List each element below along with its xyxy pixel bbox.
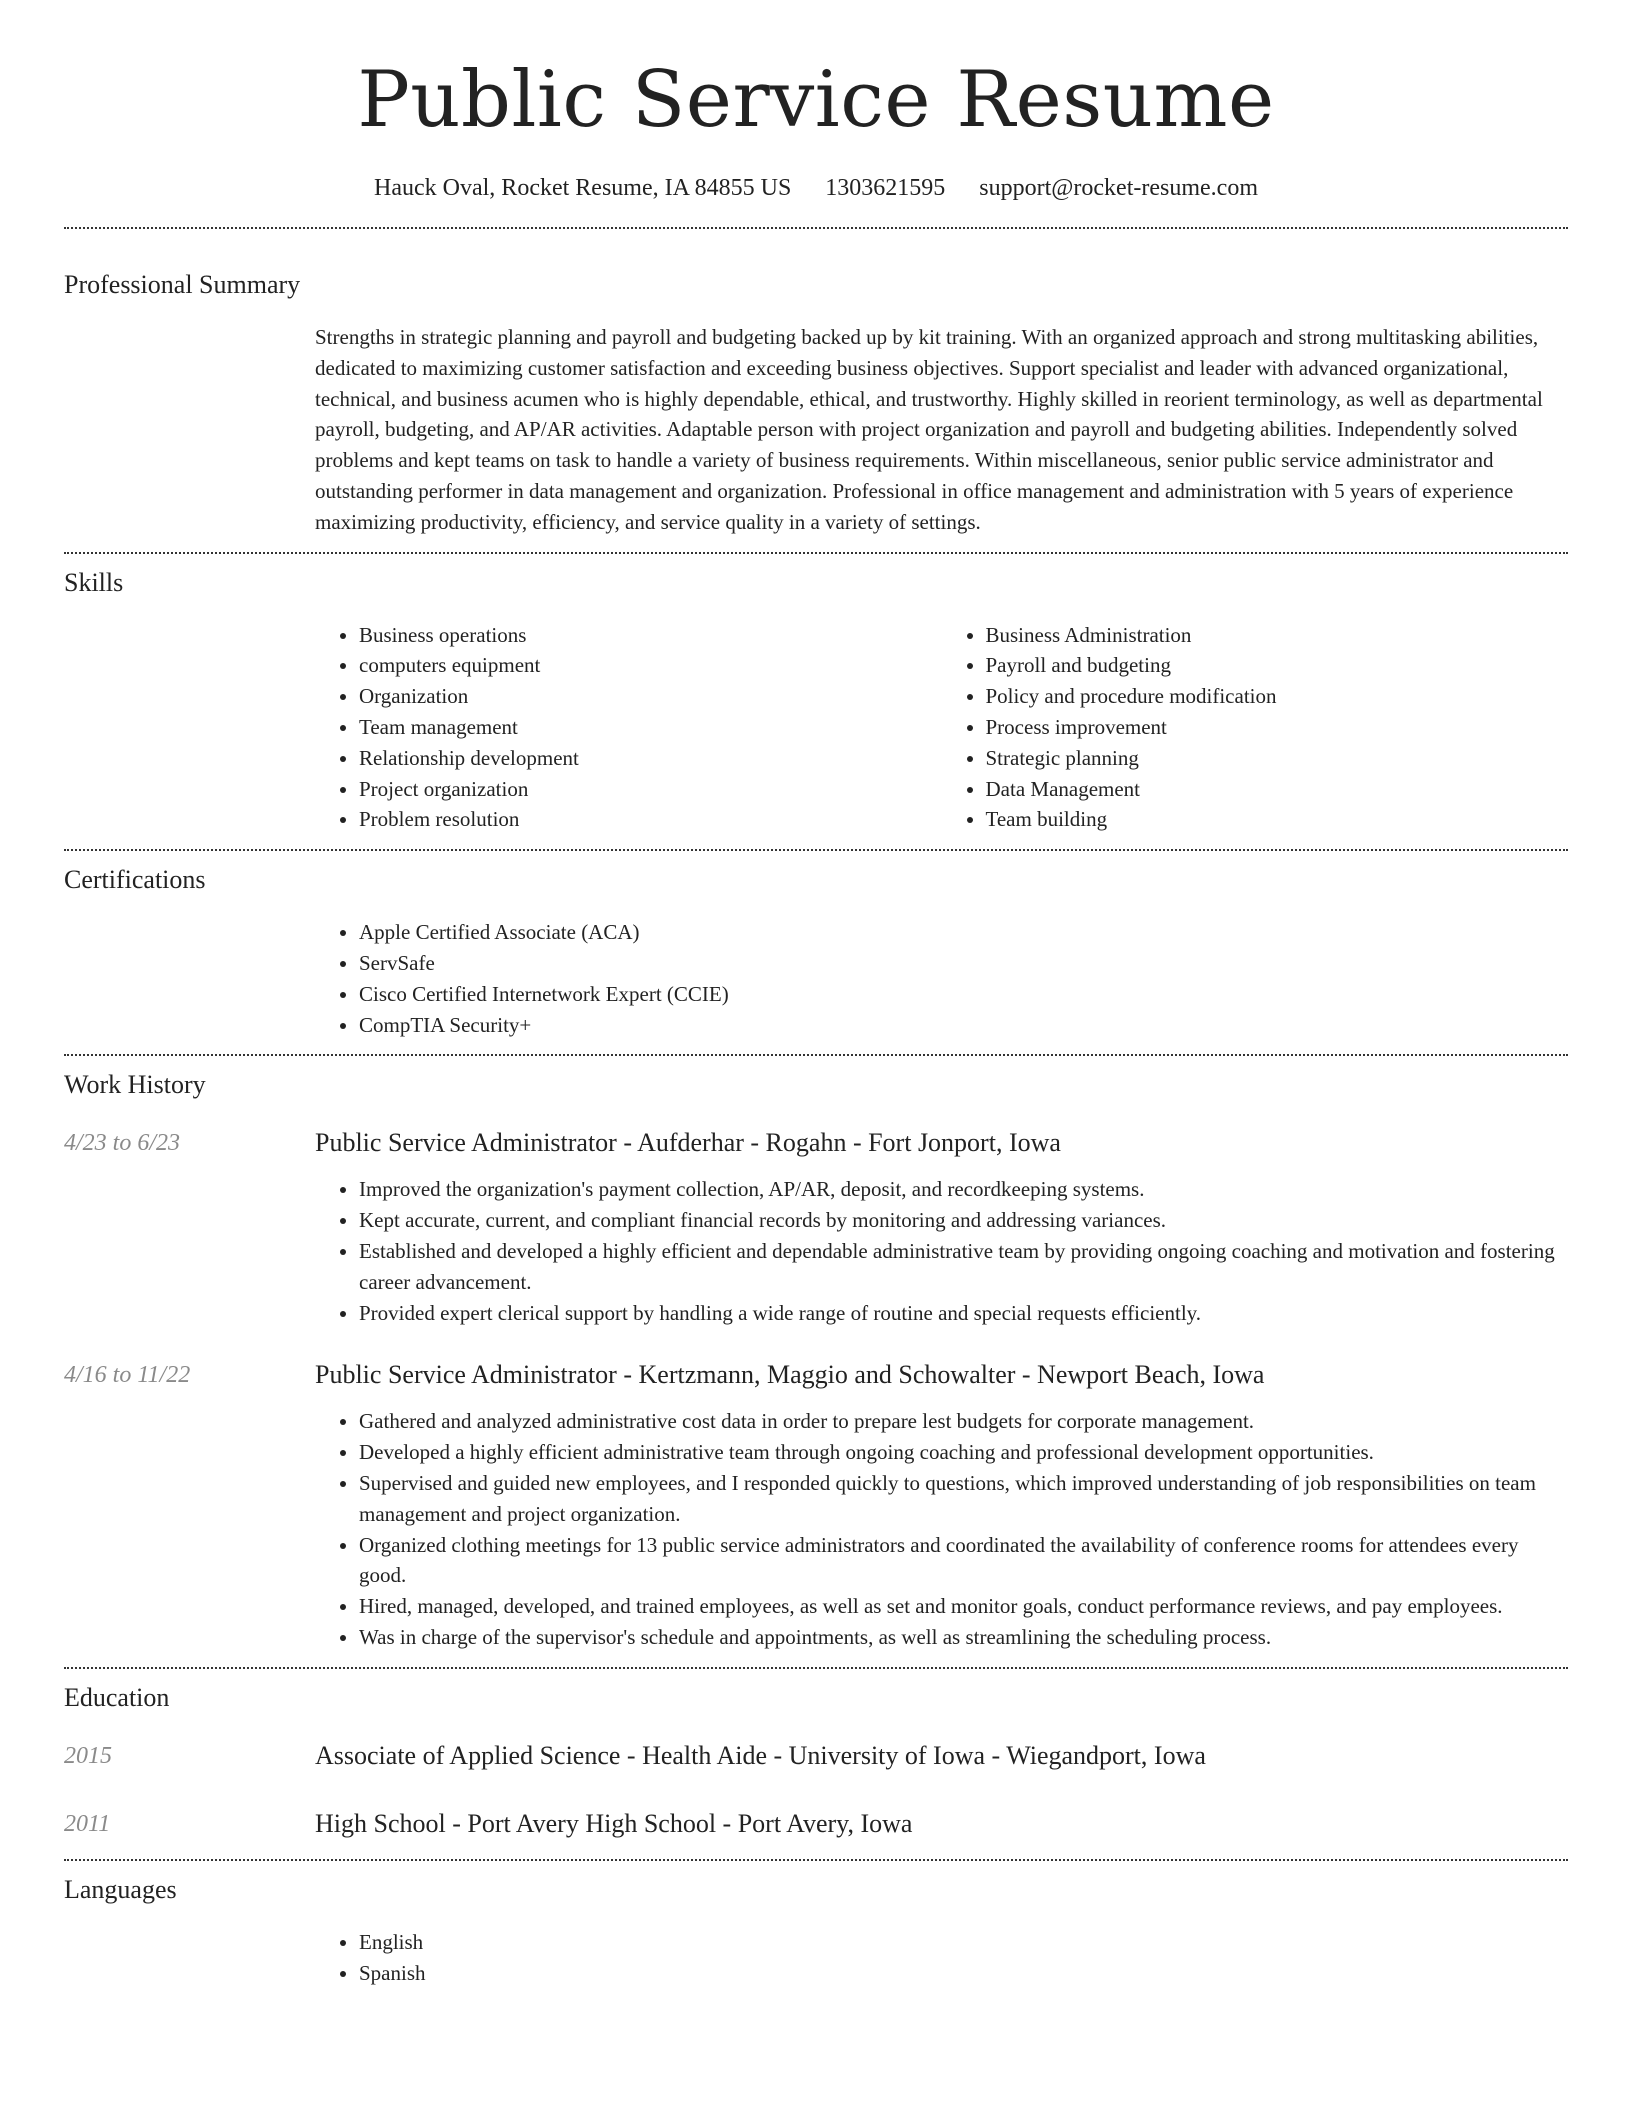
- contact-email: support@rocket-resume.com: [979, 175, 1258, 201]
- skill-item: • Payroll and budgeting: [986, 650, 1569, 681]
- job-bullet: • Was in charge of the supervisor's schedule and appointments, as well as streamlining the scheduling process.: [359, 1622, 1568, 1653]
- education-date: 2015: [64, 1742, 112, 1769]
- divider: [64, 1054, 1568, 1056]
- job-bullets: [315, 1406, 1568, 1652]
- language-item: • Spanish: [359, 1958, 1568, 1989]
- job-title: Public Service Administrator - Aufderhar - Rogahn - Fort Jonport, Iowa: [315, 1128, 1061, 1158]
- skill-item: • computers equipment: [359, 650, 942, 681]
- job-bullets: [315, 1174, 1568, 1328]
- education-title: Education: [64, 1682, 170, 1712]
- contact-address: Hauck Oval, Rocket Resume, IA 84855 US: [374, 175, 792, 201]
- skill-item: • Project organization: [359, 774, 942, 805]
- skills-list-left: [315, 620, 942, 836]
- skill-item: • Policy and procedure modification: [986, 681, 1569, 712]
- skill-item: • Relationship development: [359, 743, 942, 774]
- job-bullet: • Kept accurate, current, and compliant financial records by monitoring and addressing variances.: [359, 1205, 1568, 1236]
- certifications-section: [64, 863, 1568, 1040]
- skill-item: • Organization: [359, 681, 942, 712]
- job-title: Public Service Administrator - Kertzmann, Maggio and Schowalter - Newport Beach, Iowa: [315, 1360, 1265, 1390]
- certification-item: • Cisco Certified Internetwork Expert (CCIE): [359, 979, 1568, 1010]
- skill-item: • Team building: [986, 804, 1569, 835]
- contact-phone: 1303621595: [825, 175, 946, 201]
- education-title-line: Associate of Applied Science - Health Aide - University of Iowa - Wiegandport, Iowa: [315, 1740, 1206, 1770]
- certification-item: • ServSafe: [359, 948, 1568, 979]
- certifications-title: Certifications: [64, 865, 206, 895]
- job-bullets-wrap: [315, 1406, 1568, 1652]
- job-bullets-wrap: [315, 1174, 1568, 1328]
- skill-item: • Problem resolution: [359, 804, 942, 835]
- education-date: 2011: [64, 1810, 111, 1837]
- resume-name: Public Service Resume: [357, 55, 1275, 145]
- job-bullet: • Hired, managed, developed, and trained employees, as well as set and monitor goals, conduct performance reviews, and pay employees.: [359, 1591, 1568, 1622]
- divider: [64, 227, 1568, 229]
- skills-list-right: [942, 620, 1569, 836]
- languages-body: [315, 1927, 1568, 1989]
- languages-section: [64, 1873, 1568, 1989]
- divider: [64, 552, 1568, 554]
- education-section: [64, 1681, 1568, 1841]
- languages-title: Languages: [64, 1874, 177, 1904]
- certifications-list: [315, 917, 1568, 1040]
- skill-item: • Team management: [359, 712, 942, 743]
- job-bullet: • Established and developed a highly efficient and dependable administrative team by providing ongoing coaching and motivation and fostering career advancement.: [359, 1236, 1568, 1298]
- languages-list: [315, 1927, 1568, 1989]
- certification-item: • Apple Certified Associate (ACA): [359, 917, 1568, 948]
- certification-item: • CompTIA Security+: [359, 1010, 1568, 1041]
- divider: [64, 1859, 1568, 1861]
- work-history-title: Work History: [64, 1070, 206, 1100]
- job-bullet: • Gathered and analyzed administrative cost data in order to prepare lest budgets for corporate management.: [359, 1406, 1568, 1437]
- job-bullet: • Developed a highly efficient administrative team through ongoing coaching and professional development opportunities.: [359, 1437, 1568, 1468]
- summary-text: Strengths in strategic planning and payroll and budgeting backed up by kit training. With an organized approach and strong multitasking abilities, dedicated to maximizing customer satisfaction and exceeding business objectives. Support specialist and leader with advanced organizational, technical, and business acumen who is highly dependable, ethical, and trustworthy. Highly skilled in reorient terminology, as well as departmental payroll, budgeting, and AP/AR activities. Adaptable person with project organization and payroll and budgeting abilities. Independently solved problems and kept teams on task to handle a variety of business requirements. Within miscellaneous, senior public service administrator and outstanding performer in data management and organization. Professional in office management and administration with 5 years of experience maximizing productivity, efficiency, and service quality in a variety of settings.: [315, 325, 1543, 534]
- education-entry: [64, 1739, 1568, 1773]
- job-entry: [64, 1126, 1568, 1328]
- skills-section: [64, 566, 1568, 836]
- education-title-line: High School - Port Avery High School - Port Avery, Iowa: [315, 1808, 913, 1838]
- education-entry: [64, 1807, 1568, 1841]
- job-date: 4/23 to 6/23: [64, 1130, 181, 1157]
- divider: [64, 849, 1568, 851]
- summary-body: [315, 322, 1568, 538]
- certifications-body: [315, 917, 1568, 1040]
- job-entry: [64, 1358, 1568, 1652]
- skills-columns: [315, 620, 1568, 836]
- job-bullet: • Provided expert clerical support by handling a wide range of routine and special requests efficiently.: [359, 1298, 1568, 1329]
- summary-section: [64, 268, 1568, 538]
- work-history-section: [64, 1068, 1568, 1652]
- job-bullet: • Improved the organization's payment collection, AP/AR, deposit, and recordkeeping systems.: [359, 1174, 1568, 1205]
- skill-item: • Data Management: [986, 774, 1569, 805]
- skill-item: • Business Administration: [986, 620, 1569, 651]
- summary-title: Professional Summary: [64, 270, 301, 299]
- contact-line: [64, 172, 1568, 204]
- job-bullet: • Supervised and guided new employees, and I responded quickly to questions, which improved understanding of job responsibilities on team management and project organization.: [359, 1468, 1568, 1530]
- job-date: 4/16 to 11/22: [64, 1362, 191, 1389]
- skill-item: • Process improvement: [986, 712, 1569, 743]
- divider: [64, 1667, 1568, 1669]
- skill-item: • Strategic planning: [986, 743, 1569, 774]
- job-bullet: • Organized clothing meetings for 13 public service administrators and coordinated the availability of conference rooms for attendees every good.: [359, 1530, 1568, 1592]
- skills-title: Skills: [64, 567, 124, 597]
- resume-page: [64, 0, 1568, 1988]
- skill-item: • Business operations: [359, 620, 942, 651]
- language-item: • English: [359, 1927, 1568, 1958]
